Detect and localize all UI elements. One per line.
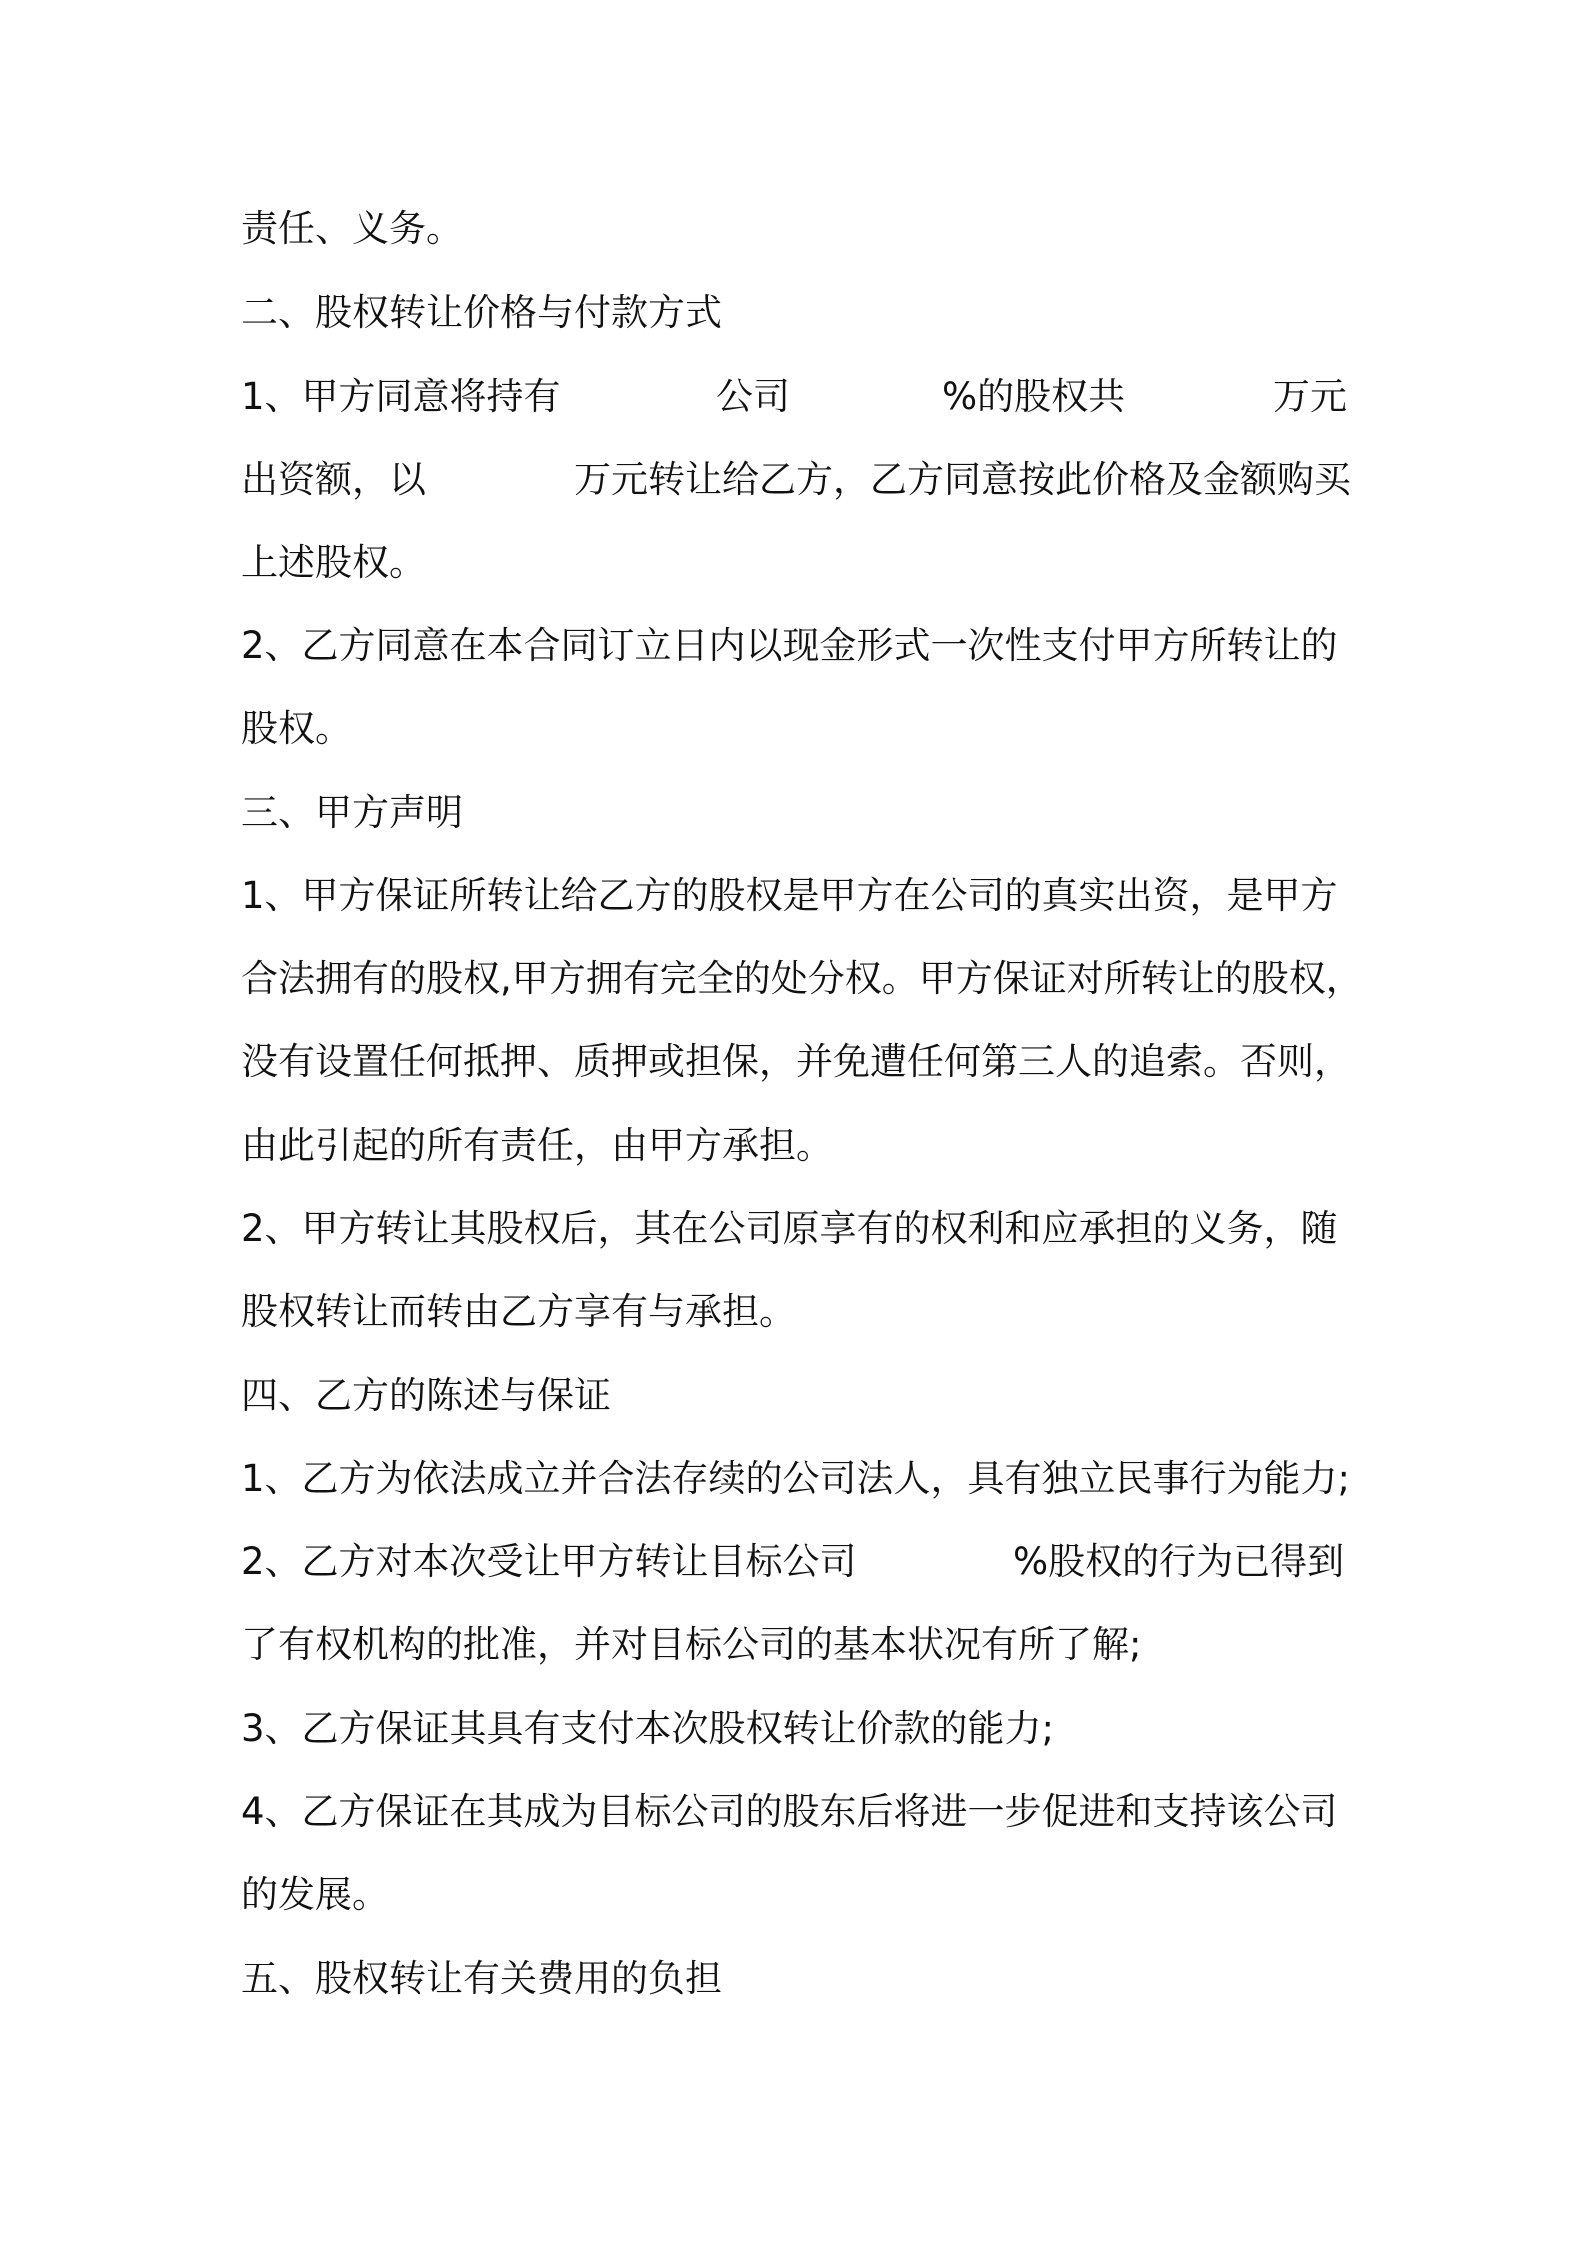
- clause-2-1-percent: %的股权共: [942, 375, 1126, 418]
- paragraph-line: 了有权机构的批准，并对目标公司的基本状况有所了解;: [241, 1623, 1142, 1666]
- paragraph-line: 的发展。: [241, 1873, 389, 1916]
- paragraph-line: 没有设置任何抵押、质押或担保，并免遭任何第三人的追索。否则，: [241, 1040, 1351, 1083]
- section-heading-3: 三、甲方声明: [241, 791, 463, 834]
- clause-2-1-amount-unit: 万元: [1273, 375, 1347, 418]
- clause-2-1-text-cont: 出资额，以: [241, 458, 426, 501]
- clause-3-2: 2、甲方转让其股权后，其在公司原享有的权利和应承担的义务，随: [241, 1207, 1338, 1250]
- paragraph-line: 股权。: [241, 707, 352, 750]
- clause-2-1-text: 1、甲方同意将持有: [241, 375, 561, 418]
- paragraph-line: 由此引起的所有责任，由甲方承担。: [241, 1124, 833, 1167]
- clause-4-3: 3、乙方保证其具有支付本次股权转让价款的能力;: [241, 1707, 1055, 1750]
- clause-2-2: 2、乙方同意在本合同订立日内以现金形式一次性支付甲方所转让的: [241, 624, 1338, 667]
- clause-4-2-text: 2、乙方对本次受让甲方转让目标公司: [241, 1540, 857, 1583]
- section-heading-5: 五、股权转让有关费用的负担: [241, 1957, 722, 2000]
- clause-4-1: 1、乙方为依法成立并合法存续的公司法人，具有独立民事行为能力;: [241, 1457, 1351, 1500]
- clause-4-2-percent: %股权的行为已得到: [1013, 1540, 1345, 1583]
- paragraph-line: 合法拥有的股权,甲方拥有完全的处分权。甲方保证对所转让的股权，: [241, 957, 1363, 1000]
- clause-3-1: 1、甲方保证所转让给乙方的股权是甲方在公司的真实出资，是甲方: [241, 874, 1338, 917]
- clause-2-1-company: 公司: [716, 375, 790, 418]
- paragraph-line: 责任、义务。: [241, 207, 463, 250]
- paragraph-line: 股权转让而转由乙方享有与承担。: [241, 1290, 796, 1333]
- section-heading-2: 二、股权转让价格与付款方式: [241, 291, 722, 334]
- paragraph-line: 上述股权。: [241, 541, 426, 584]
- section-heading-4: 四、乙方的陈述与保证: [241, 1374, 611, 1417]
- clause-4-4: 4、乙方保证在其成为目标公司的股东后将进一步促进和支持该公司: [241, 1790, 1338, 1833]
- clause-2-1-text-cont-2: 万元转让给乙方，乙方同意按此价格及金额购买: [574, 458, 1351, 501]
